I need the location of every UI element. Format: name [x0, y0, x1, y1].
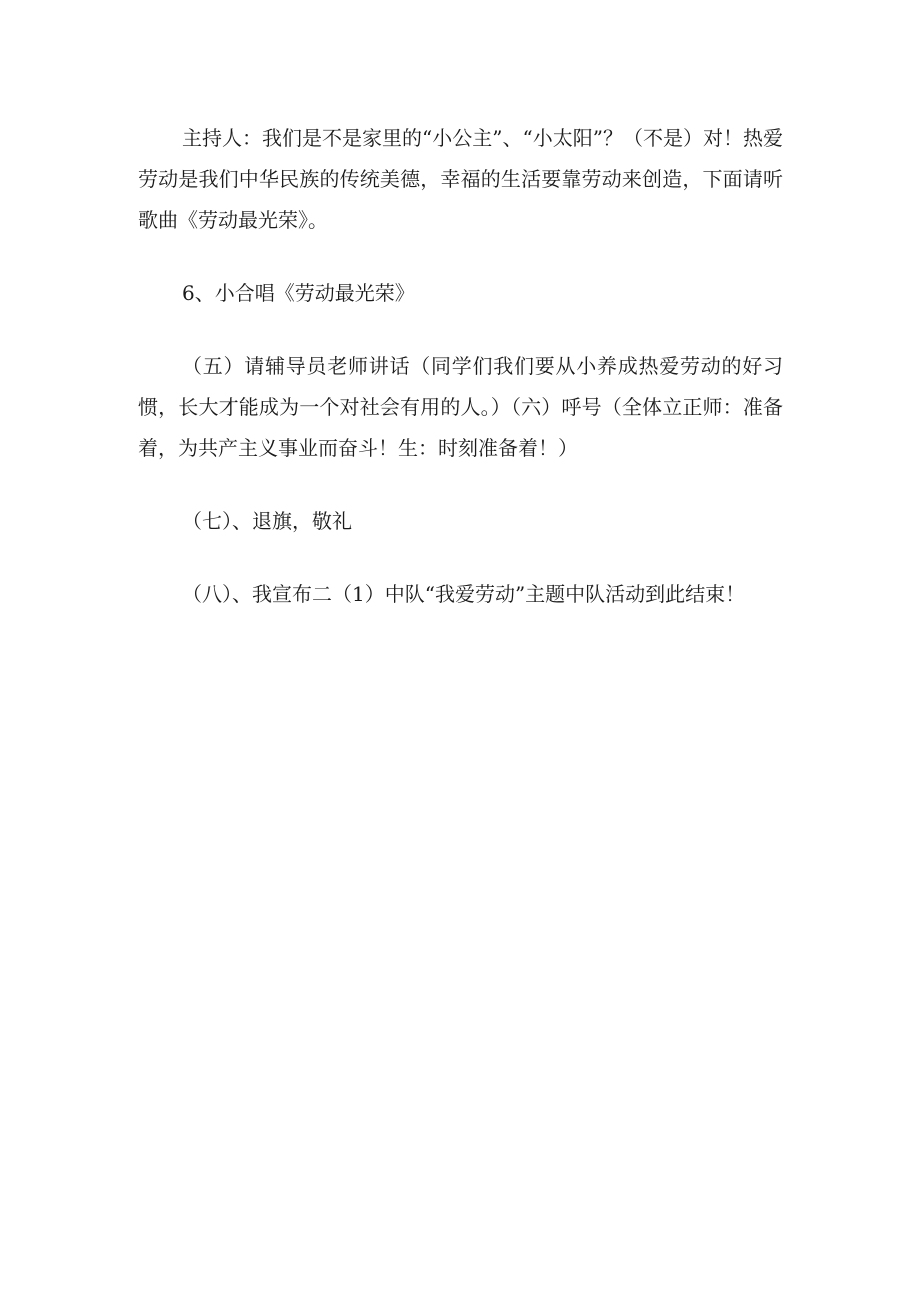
counselor-speech-paragraph: （五）请辅导员老师讲话（同学们我们要从小养成热爱劳动的好习惯，长大才能成为一个对社会有用的人。）（六）呼号（全体立正师：准备着，为共产主义事业而奋斗！生：时刻准备着！） [138, 354, 783, 460]
closing-announcement: （八）、我宣布二（1）中队“我爱劳动”主题中队活动到此结束！ [182, 582, 746, 606]
host-paragraph: 主持人：我们是不是家里的“小公主”、“小太阳”？（不是）对！热爱劳动是我们中华民族的传统美德，幸福的生活要靠劳动来创造，下面请听歌曲《劳动最光荣》。 [138, 126, 783, 232]
paragraph-spacer [138, 469, 783, 501]
document-page [138, 118, 783, 615]
paragraph-spacer [138, 314, 783, 346]
paragraph-spacer [138, 542, 783, 574]
chorus-item: 6、小合唱《劳动最光荣》 [182, 281, 415, 305]
flag-retire-item: （七）、退旗，敬礼 [182, 509, 352, 533]
paragraph-spacer [138, 241, 783, 273]
